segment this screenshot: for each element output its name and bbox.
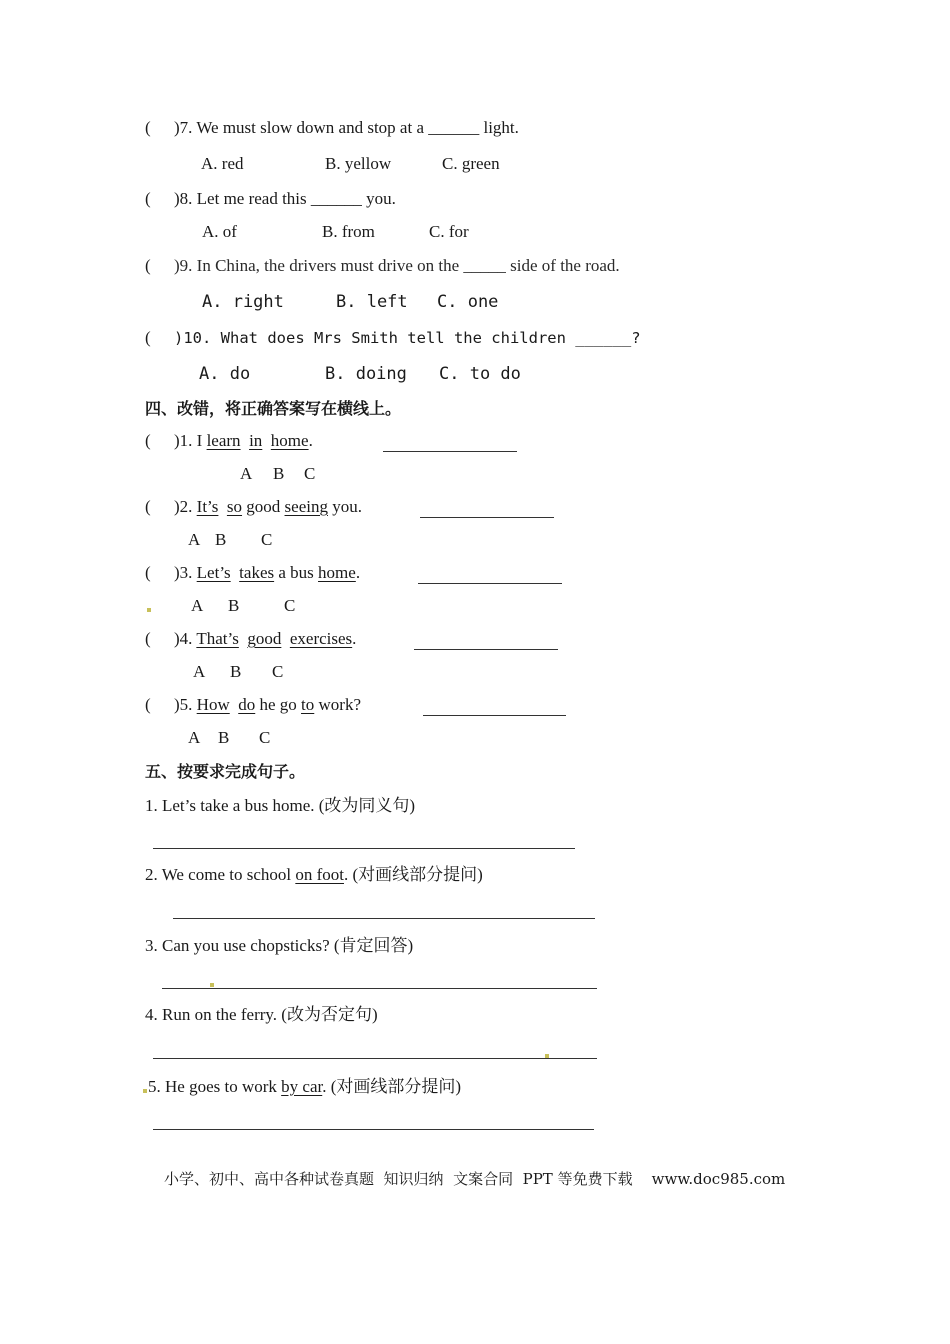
e4-word-b: good bbox=[247, 629, 282, 648]
s5-answer-line[interactable] bbox=[153, 1129, 594, 1130]
speck-mark bbox=[147, 608, 151, 612]
s4-prompt: 4. Run on the ferry. (改为否定句) bbox=[145, 1005, 378, 1024]
s2-underlined: on foot bbox=[295, 865, 344, 884]
e1-tail: . bbox=[308, 431, 313, 450]
e2-label-c: C bbox=[261, 530, 273, 549]
q9-stem: )9. In China, the drivers must drive on the _____ side of the road. bbox=[174, 256, 620, 275]
speck-mark bbox=[143, 1089, 147, 1093]
q10-stem: )10. What does Mrs Smith tell the children ______? bbox=[174, 329, 641, 347]
page-footer bbox=[164, 1168, 785, 1189]
e2-word-a: It’s bbox=[196, 497, 219, 516]
q8-paren: ( bbox=[145, 189, 151, 208]
q10-paren: ( bbox=[145, 328, 151, 347]
e2-sentence bbox=[174, 497, 362, 517]
section-5-heading: 五、按要求完成句子。 bbox=[145, 762, 306, 781]
e3-label-c: C bbox=[284, 596, 296, 615]
e3-word-a: Let’s bbox=[196, 563, 231, 582]
s5-pre: 5. He goes to work bbox=[148, 1077, 282, 1096]
e5-word-b: do bbox=[238, 695, 256, 714]
e5-paren: ( bbox=[145, 695, 151, 714]
e2-word-c: seeing bbox=[284, 497, 328, 516]
e3-paren: ( bbox=[145, 563, 151, 582]
q7-option-b: B. yellow bbox=[325, 154, 392, 173]
s1-prompt: 1. Let’s take a bus home. (改为同义句) bbox=[145, 796, 416, 815]
e2-label-b: B bbox=[215, 530, 227, 549]
s5-post: . (对画线部分提问) bbox=[322, 1077, 462, 1096]
e3-gap1 bbox=[231, 563, 235, 582]
s2-post: . (对画线部分提问) bbox=[343, 865, 483, 884]
e3-word-c: home bbox=[318, 563, 356, 582]
speck-mark bbox=[545, 1054, 549, 1058]
e3-answer-line[interactable] bbox=[418, 583, 562, 584]
e3-num: )3. bbox=[174, 563, 197, 582]
section-4-heading: 四、改错，将正确答案写在横线上。 bbox=[145, 399, 402, 418]
e3-word-b: takes bbox=[239, 563, 275, 582]
e1-word-b: in bbox=[249, 431, 263, 450]
e1-sentence bbox=[174, 431, 313, 451]
e1-word-c: home bbox=[270, 431, 309, 450]
e5-word-a: How bbox=[196, 695, 230, 714]
e2-num: )2. bbox=[174, 497, 197, 516]
e5-answer-line[interactable] bbox=[423, 715, 566, 716]
e2-word-b: so bbox=[226, 497, 243, 516]
q9-option-c: C. one bbox=[437, 292, 499, 312]
s2-prompt bbox=[145, 865, 483, 885]
e2-paren: ( bbox=[145, 497, 151, 516]
e4-sentence bbox=[174, 629, 356, 649]
e3-tail: . bbox=[355, 563, 361, 582]
q9-option-a: A. right bbox=[202, 292, 284, 312]
q8-option-c: C. for bbox=[429, 222, 469, 241]
e5-label-a: A bbox=[188, 728, 201, 747]
s3-answer-line[interactable] bbox=[162, 988, 597, 989]
e5-word-c: to bbox=[301, 695, 315, 714]
e5-label-b: B bbox=[218, 728, 230, 747]
q8-stem: )8. Let me read this ______ you. bbox=[174, 189, 396, 208]
e5-tail: work? bbox=[314, 695, 361, 714]
e4-gap2 bbox=[281, 629, 285, 648]
e3-label-b: B bbox=[228, 596, 240, 615]
s1-answer-line[interactable] bbox=[153, 848, 575, 849]
e4-num: )4. bbox=[174, 629, 197, 648]
e1-label-b: B bbox=[273, 464, 285, 483]
q10-option-c: C. to do bbox=[439, 364, 521, 384]
e4-word-c: exercises bbox=[289, 629, 353, 648]
q7-option-c: C. green bbox=[442, 154, 500, 173]
s2-answer-line[interactable] bbox=[173, 918, 595, 919]
q9-paren: ( bbox=[145, 256, 151, 275]
e4-label-b: B bbox=[230, 662, 242, 681]
footer-url[interactable]: www.doc985.com bbox=[651, 1170, 786, 1188]
q10-option-a: A. do bbox=[199, 364, 251, 384]
e2-gap1 bbox=[218, 497, 222, 516]
e1-label-a: A bbox=[240, 464, 253, 483]
e4-label-a: A bbox=[193, 662, 206, 681]
e4-answer-line[interactable] bbox=[414, 649, 558, 650]
q9-option-b: B. left bbox=[336, 292, 408, 312]
s5-prompt bbox=[148, 1077, 461, 1097]
e3-label-a: A bbox=[191, 596, 204, 615]
e4-word-a: That’s bbox=[196, 629, 239, 648]
speck-mark bbox=[210, 983, 214, 987]
e1-num: )1. I bbox=[174, 431, 207, 450]
e2-gap2: good bbox=[242, 497, 285, 516]
e1-word-a: learn bbox=[206, 431, 241, 450]
e2-tail: you. bbox=[327, 497, 362, 516]
e5-sentence bbox=[174, 695, 361, 715]
s5-underlined: by car bbox=[281, 1077, 323, 1096]
q10-option-b: B. doing bbox=[325, 364, 407, 384]
s3-prompt: 3. Can you use chopsticks? (肯定回答) bbox=[145, 936, 414, 955]
e3-gap2: a bus bbox=[274, 563, 319, 582]
q7-paren: ( bbox=[145, 118, 151, 137]
e5-label-c: C bbox=[259, 728, 271, 747]
e5-gap2: he go bbox=[255, 695, 302, 714]
e5-gap1 bbox=[230, 695, 234, 714]
q8-option-a: A. of bbox=[202, 222, 237, 241]
e4-label-c: C bbox=[272, 662, 284, 681]
e4-tail: . bbox=[352, 629, 357, 648]
q7-stem: )7. We must slow down and stop at a ______ light. bbox=[174, 118, 519, 137]
e2-label-a: A bbox=[188, 530, 201, 549]
e4-paren: ( bbox=[145, 629, 151, 648]
q7-option-a: A. red bbox=[201, 154, 244, 173]
e3-sentence bbox=[174, 563, 360, 583]
s2-pre: 2. We come to school bbox=[145, 865, 296, 884]
q8-option-b: B. from bbox=[322, 222, 375, 241]
e5-num: )5. bbox=[174, 695, 197, 714]
footer-text: 小学、初中、高中各种试卷真题 知识归纳 文案合同 PPT 等免费下载 bbox=[164, 1170, 633, 1188]
e1-paren: ( bbox=[145, 431, 151, 450]
e4-gap1 bbox=[239, 629, 243, 648]
e2-answer-line[interactable] bbox=[420, 517, 554, 518]
e1-answer-line[interactable] bbox=[383, 451, 517, 452]
s4-answer-line[interactable] bbox=[153, 1058, 597, 1059]
e1-label-c: C bbox=[304, 464, 316, 483]
